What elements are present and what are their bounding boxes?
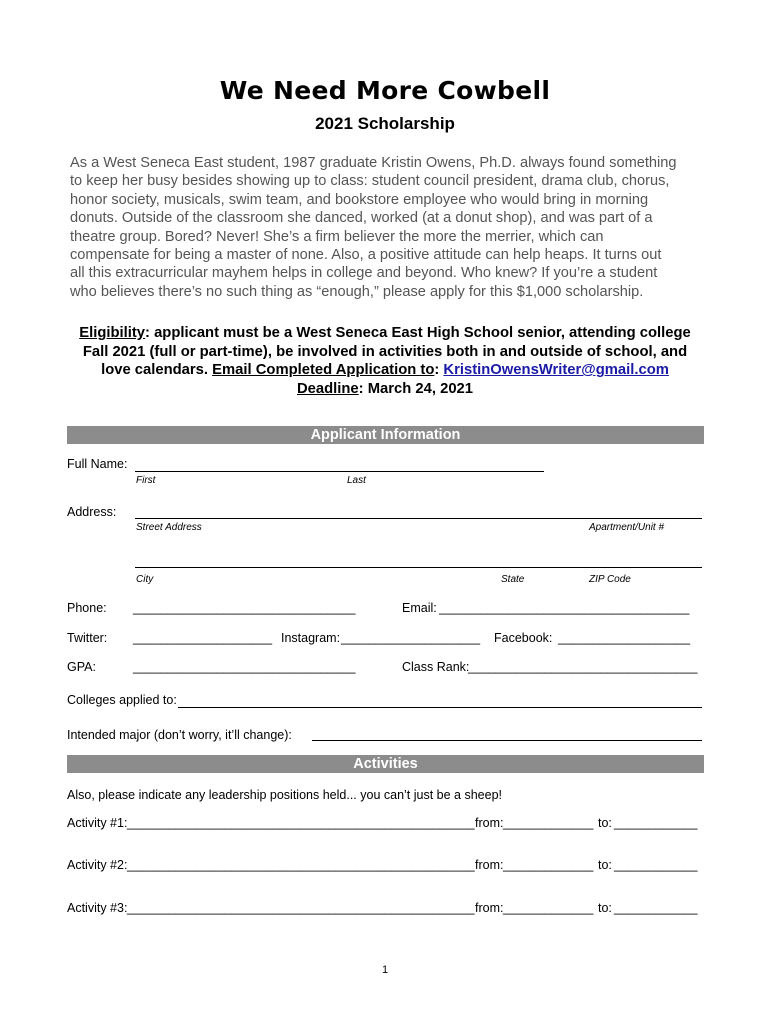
activity-3-to-field[interactable]: ____________ [614,901,698,915]
activity-1-field[interactable]: __________________________________________________ [127,816,475,830]
full-name-field[interactable] [135,471,544,472]
apartment-sublabel: Apartment/Unit # [589,522,665,533]
colleges-field[interactable] [178,707,702,708]
gpa-field[interactable]: ________________________________ [133,660,356,674]
intro-line: compensate for being a master of none. Also, a positive attitude can help heaps. It turns out [70,247,662,264]
intro-line: all this extracurricular mayhem helps in college and beyond. Who knew? If you’re a student [70,265,658,282]
activity-1-from-field[interactable]: _____________ [503,816,594,830]
first-name-sublabel: First [136,475,156,486]
eligibility-label: Eligibility [79,325,146,341]
eligibility-text: love calendars. [101,362,213,379]
city-sublabel: City [136,574,154,585]
email-field[interactable]: ____________________________________ [439,601,690,615]
activity-3-to-label: to: [598,901,612,915]
deadline-line [0,380,770,399]
intro-line: As a West Seneca East student, 1987 graduate Kristin Owens, Ph.D. always found something [70,155,677,171]
activity-2-to-field[interactable]: ____________ [614,858,698,872]
intro-line: to keep her busy besides showing up to class: student council president, drama club, chorus, [70,173,670,190]
activity-2-from-field[interactable]: _____________ [503,858,594,872]
activity-1-from-label: from: [475,816,504,830]
city-state-zip-field[interactable] [135,567,702,568]
twitter-field[interactable]: ____________________ [133,631,273,645]
activity-3-field[interactable]: __________________________________________________ [127,901,475,915]
zip-sublabel: ZIP Code [589,574,631,585]
colleges-label: Colleges applied to: [67,693,177,707]
eligibility-text: : applicant must be a West Seneca East High School senior, attending college [145,325,691,341]
intro-line: who believes there’s no such thing as “enough,” please apply for this $1,000 scholarship. [70,283,644,300]
twitter-label: Twitter: [67,631,108,645]
activity-2-from-label: from: [475,858,504,872]
intro-line: honor society, musicals, swim team, and bookstore employee who would bring in morning [70,191,649,208]
applicant-info-heading: Applicant Information [67,426,704,444]
intro-line: donuts. Outside of the classroom she danced, worked (at a donut shop), and was part of a [70,210,653,227]
instagram-label: Instagram: [281,631,341,645]
address-label: Address: [67,505,117,519]
street-address-sublabel: Street Address [136,522,202,533]
phone-label: Phone: [67,601,107,615]
intended-major-field[interactable] [312,740,702,741]
facebook-field[interactable]: ___________________ [558,631,691,645]
page-subtitle: 2021 Scholarship [315,114,455,133]
activities-note: Also, please indicate any leadership positions held... you can’t just be a sheep! [67,788,502,802]
eligibility-line-1 [0,324,770,343]
intended-major-label: Intended major (don’t worry, it’ll change): [67,728,292,742]
instagram-field[interactable]: ____________________ [341,631,481,645]
activity-3-from-field[interactable]: _____________ [503,901,594,915]
activity-1-to-field[interactable]: ____________ [614,816,698,830]
activity-2-field[interactable]: __________________________________________________ [127,858,475,872]
colon: : [434,362,444,379]
activity-1-to-label: to: [598,816,612,830]
activity-1-label: Activity #1: [67,816,128,830]
street-address-field[interactable] [135,518,702,519]
class-rank-field[interactable]: _________________________________ [468,660,698,674]
eligibility-line-3 [0,361,770,380]
activity-2-to-label: to: [598,858,612,872]
page-title: We Need More Cowbell [219,76,551,105]
phone-field[interactable]: ________________________________ [133,601,356,615]
facebook-label: Facebook: [494,631,553,645]
eligibility-block [0,324,770,398]
last-name-sublabel: Last [347,475,366,486]
page-number: 1 [381,964,389,976]
eligibility-line-2: Fall 2021 (full or part-time), be involved in activities both in and outside of school, and [82,343,688,360]
intro-paragraph [70,154,710,301]
state-sublabel: State [501,574,525,585]
intro-line: theatre group. Bored? Never! She’s a firm believer the more the merrier, which can [70,228,604,245]
deadline-label: Deadline [296,380,359,397]
gpa-label: GPA: [67,660,96,674]
deadline-value: : March 24, 2021 [358,380,474,397]
activities-heading: Activities [67,755,704,773]
activity-3-label: Activity #3: [67,901,128,915]
activity-3-from-label: from: [475,901,504,915]
class-rank-label: Class Rank: [402,660,470,674]
activity-2-label: Activity #2: [67,858,128,872]
email-instruction-label: Email Completed Application to [212,362,435,379]
full-name-label: Full Name: [67,457,128,471]
email-label: Email: [402,601,437,615]
email-link[interactable]: KristinOwensWriter@gmail.com [443,362,669,379]
